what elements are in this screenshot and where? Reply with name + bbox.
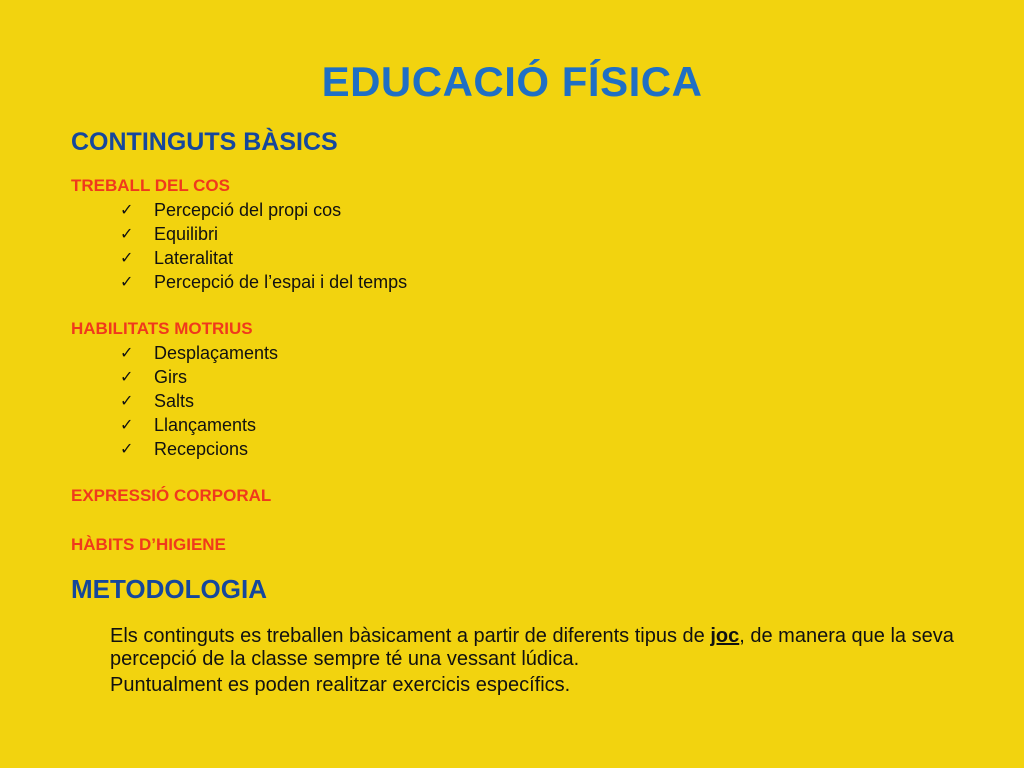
list-item — [120, 246, 407, 270]
habilitats-motrius-list — [120, 341, 278, 461]
list-item — [120, 389, 278, 413]
list-item-label: Desplaçaments — [154, 343, 279, 363]
checkmark-icon: ✓ — [120, 224, 134, 243]
list-item-label: Lateralitat — [154, 248, 234, 268]
checkmark-icon: ✓ — [120, 343, 134, 362]
list-item-label: Equilibri — [154, 224, 219, 244]
list-item-label: Percepció del propi cos — [154, 200, 342, 220]
slide-title: EDUCACIÓ FÍSICA — [321, 58, 703, 105]
paragraph-text: , de manera que la seva percepció de la classe sempre té una vessant lúdica. — [110, 625, 954, 670]
section-label-treball-del-cos: TREBALL DEL COS — [71, 176, 230, 195]
list-item-label: Salts — [154, 391, 195, 411]
list-item — [120, 198, 407, 222]
metodologia-heading: METODOLOGIA — [71, 574, 267, 604]
list-item-label: Llançaments — [154, 415, 257, 435]
section-label-habits-higiene: HÀBITS D’HIGIENE — [71, 535, 226, 554]
checkmark-icon: ✓ — [120, 439, 134, 458]
list-item — [120, 365, 278, 389]
list-item — [120, 413, 278, 437]
treball-del-cos-list — [120, 198, 407, 294]
metodologia-paragraph — [110, 625, 970, 671]
metodologia-paragraph-2: Puntualment es poden realitzar exercicis específics. — [110, 674, 571, 696]
continguts-heading: CONTINGUTS BÀSICS — [71, 128, 338, 156]
list-item — [120, 437, 278, 461]
checkmark-icon: ✓ — [120, 248, 134, 267]
checkmark-icon: ✓ — [120, 272, 134, 291]
section-label-expressio-corporal: EXPRESSIÓ CORPORAL — [71, 486, 272, 505]
list-item — [120, 270, 407, 294]
list-item-label: Recepcions — [154, 439, 249, 459]
list-item-label: Percepció de l’espai i del temps — [154, 272, 408, 292]
highlighted-word-joc: joc — [710, 625, 740, 647]
checkmark-icon: ✓ — [120, 200, 134, 219]
checkmark-icon: ✓ — [120, 367, 134, 386]
list-item — [120, 341, 278, 365]
list-item — [120, 222, 407, 246]
list-item-label: Girs — [154, 367, 187, 387]
checkmark-icon: ✓ — [120, 415, 134, 434]
paragraph-text: Els continguts es treballen bàsicament a partir de diferents tipus de — [110, 625, 711, 647]
checkmark-icon: ✓ — [120, 391, 134, 410]
section-label-habilitats-motrius: HABILITATS MOTRIUS — [71, 319, 253, 338]
